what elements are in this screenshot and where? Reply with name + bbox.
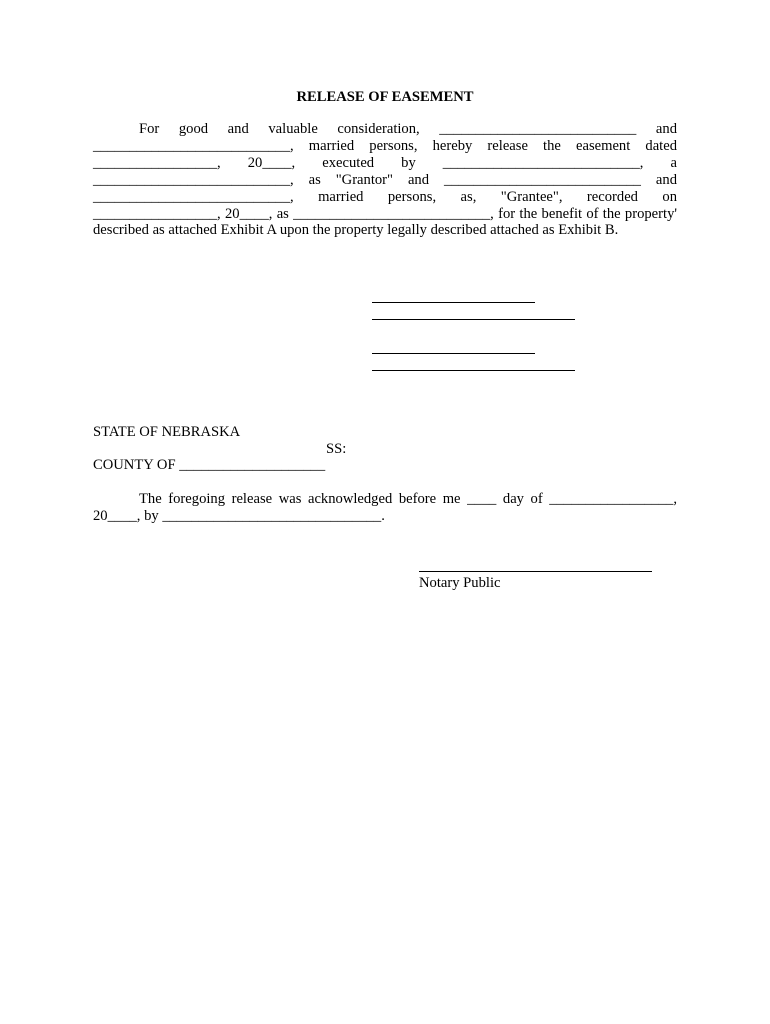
- county-label: COUNTY OF ____________________: [93, 457, 326, 473]
- acknowledgment-paragraph: [93, 491, 677, 525]
- acknowledgment-paragraph-text: The foregoing release was acknowledged before me ____ day of _________________, 20____, by ______________________________.: [93, 491, 677, 524]
- signature-line-2b: [372, 370, 575, 371]
- signature-line-1b: [372, 319, 575, 320]
- signature-line-1a: [372, 302, 535, 303]
- document-title: RELEASE OF EASEMENT: [296, 89, 474, 105]
- notary-public-label: Notary Public: [419, 575, 501, 591]
- ss-label: SS:: [326, 441, 347, 457]
- signature-line-2a: [372, 353, 535, 354]
- notary-signature-line: [419, 571, 652, 572]
- release-paragraph-text: For good and valuable consideration, ___________________________ and ___________________________, married persons, hereby release the easement dated _________________, 20____, executed by ___________________________, a ___________________________, as "Grantor" and ___________________________ and ___________________________, married persons, as, "Grantee", recorded on _________________, 20____, as ___________________________, for the benefit of the property' described as attached Exhibit A upon the property legally described attached as Exhibit B.: [93, 121, 677, 239]
- release-paragraph: [93, 121, 677, 239]
- state-label: STATE OF NEBRASKA: [93, 424, 241, 440]
